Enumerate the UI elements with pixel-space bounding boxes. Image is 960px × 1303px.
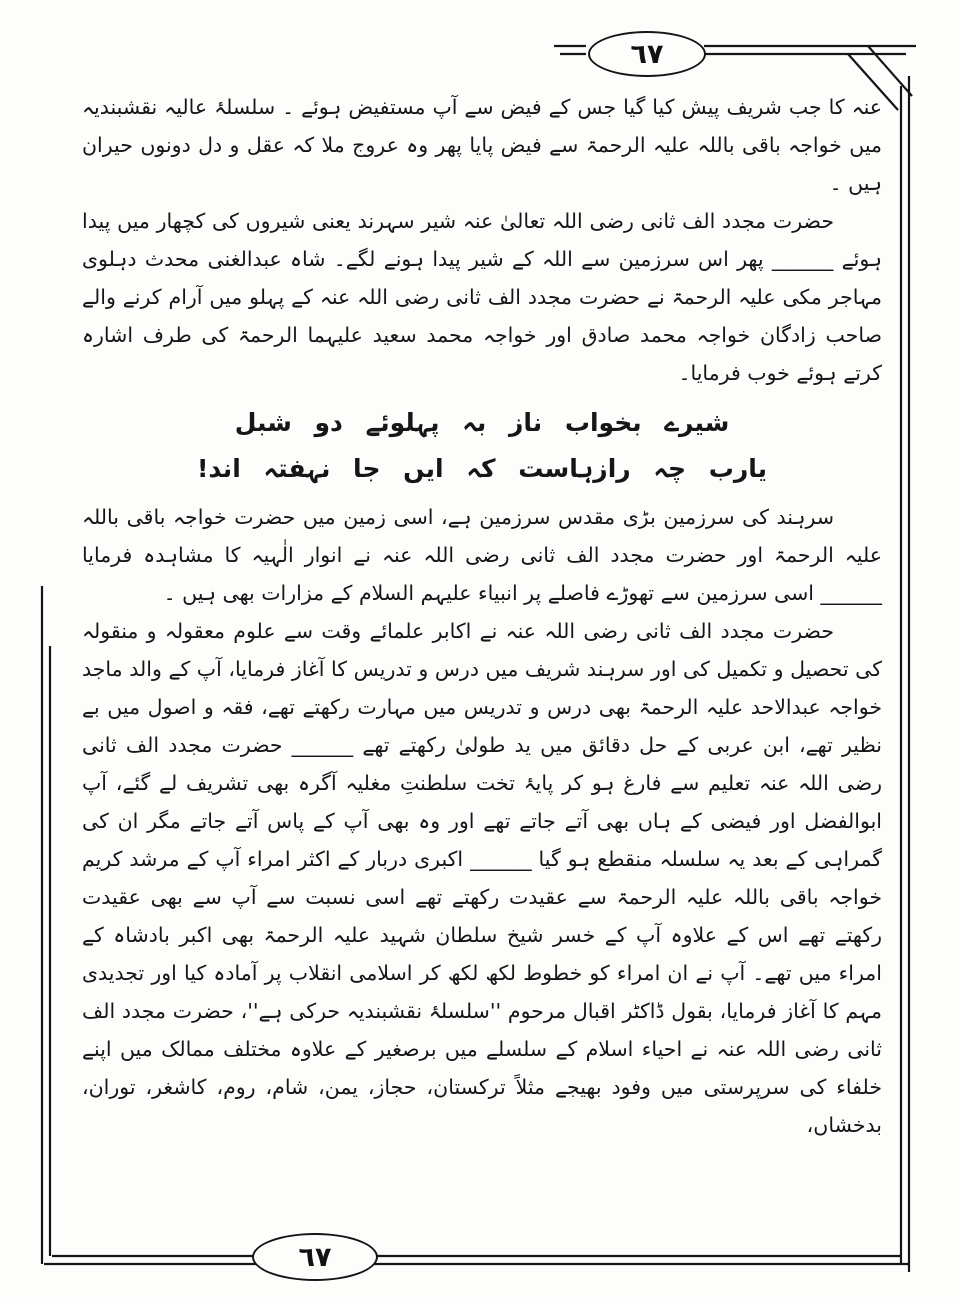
- paragraph-3: سرہند کی سرزمین بڑی مقدس سرزمین ہے، اسی زمین میں حضرت خواجہ باقی باللہ علیہ الرحمۃ اور حضرت مجدد الف ثانی رضی اللہ عنہ نے انوار الٰہیہ کا مشاہدہ فرمایا ______ اسی سرزمین سے تھوڑے فاصلے پر انبیاء علیہم السلام کے مزارات بھی ہیں ۔: [82, 505, 882, 605]
- poetry-couplet: [82, 400, 882, 492]
- page-number-ornament-bottom: [252, 1233, 378, 1281]
- poetry-line-1: شیرے بخواب ناز بہ پہلوئے دو شبل: [234, 408, 730, 437]
- page-text-body: [82, 88, 882, 1144]
- paragraph-4: حضرت مجدد الف ثانی رضی اللہ عنہ نے اکابر علمائے وقت سے علوم معقولہ و منقولہ کی تحصیل و تکمیل کی اور سرہند شریف میں درس و تدریس کا آغاز فرمایا، آپ کے والد ماجد خواجہ عبدالاحد علیہ الرحمۃ بھی درس و تدریس میں مہارت رکھتے تھے، فقہ و اصول میں بے نظیر تھے، ابن عربی کے حل دقائق میں ید طولیٰ رکھتے تھے ______ حضرت مجدد الف ثانی رضی اللہ عنہ تعلیم سے فارغ ہو کر پایۂ تخت سلطنتِ مغلیہ آگرہ بھی تشریف لے گئے، آپ ابوالفضل اور فیضی کے ہاں بھی آتے جاتے تھے اور وہ بھی آپ کے پاس آتے جاتے مگر ان کی گمراہی کے بعد یہ سلسلہ منقطع ہو گیا ______ اکبری دربار کے اکثر امراء آپ کے مرشد کریم خواجہ باقی باللہ علیہ الرحمۃ سے عقیدت رکھتے تھے اسی نسبت سے آپ سے بھی عقیدت رکھتے تھے اس کے علاوہ آپ کے خسر شیخ سلطان شہید علیہ الرحمۃ بھی اکبر بادشاہ کے امراء میں تھے۔ آپ نے ان امراء کو خطوط لکھ لکھ کر اسلامی انقلاب پر آمادہ کیا اور تجدیدی مہم کا آغاز فرمایا، بقول ڈاکٹر اقبال مرحوم ''سلسلۂ نقشبندیہ حرکی ہے''، حضرت مجدد الف ثانی رضی اللہ عنہ نے احیاء اسلام کے سلسلے میں برصغیر کے علاوہ مختلف ممالک میں اپنے خلفاء کی سرپرستی میں وفود بھیجے مثلاً ترکستان، حجاز، یمن، شام، روم، کاشغر، توران، بدخشاں،: [82, 619, 882, 1137]
- page-number-bottom: ٦٧: [298, 1241, 332, 1273]
- paragraph-1: عنہ کا جب شریف پیش کیا گیا جس کے فیض سے آپ مستفیض ہوئے ۔ سلسلۂ عالیہ نقشبندیہ میں خواجہ باقی باللہ علیہ الرحمۃ سے فیض پایا پھر وہ عروج ملا کہ عقل و دل دونوں حیران ہیں ۔: [82, 95, 882, 195]
- page-number-ornament-top: [588, 31, 706, 77]
- paragraph-2: حضرت مجدد الف ثانی رضی اللہ تعالیٰ عنہ شیر سہرند یعنی شیروں کی کچھار میں پیدا ہوئے ______ پھر اس سرزمین سے اللہ کے شیر پیدا ہونے لگے۔ شاہ عبدالغنی محدث دہلوی مہاجر مکی علیہ الرحمۃ نے حضرت مجدد الف ثانی رضی اللہ عنہ کے پہلو میں آرام کرنے والے صاحب زادگان خواجہ محمد صادق اور خواجہ محمد سعید علیہما الرحمۃ کی طرف اشارہ کرتے ہوئے خوب فرمایا۔: [82, 209, 882, 385]
- page-number-top: ٦٧: [630, 38, 664, 70]
- poetry-line-2: یارب چہ رازہاست کہ ایں جا نہفتہ اند!: [196, 454, 768, 483]
